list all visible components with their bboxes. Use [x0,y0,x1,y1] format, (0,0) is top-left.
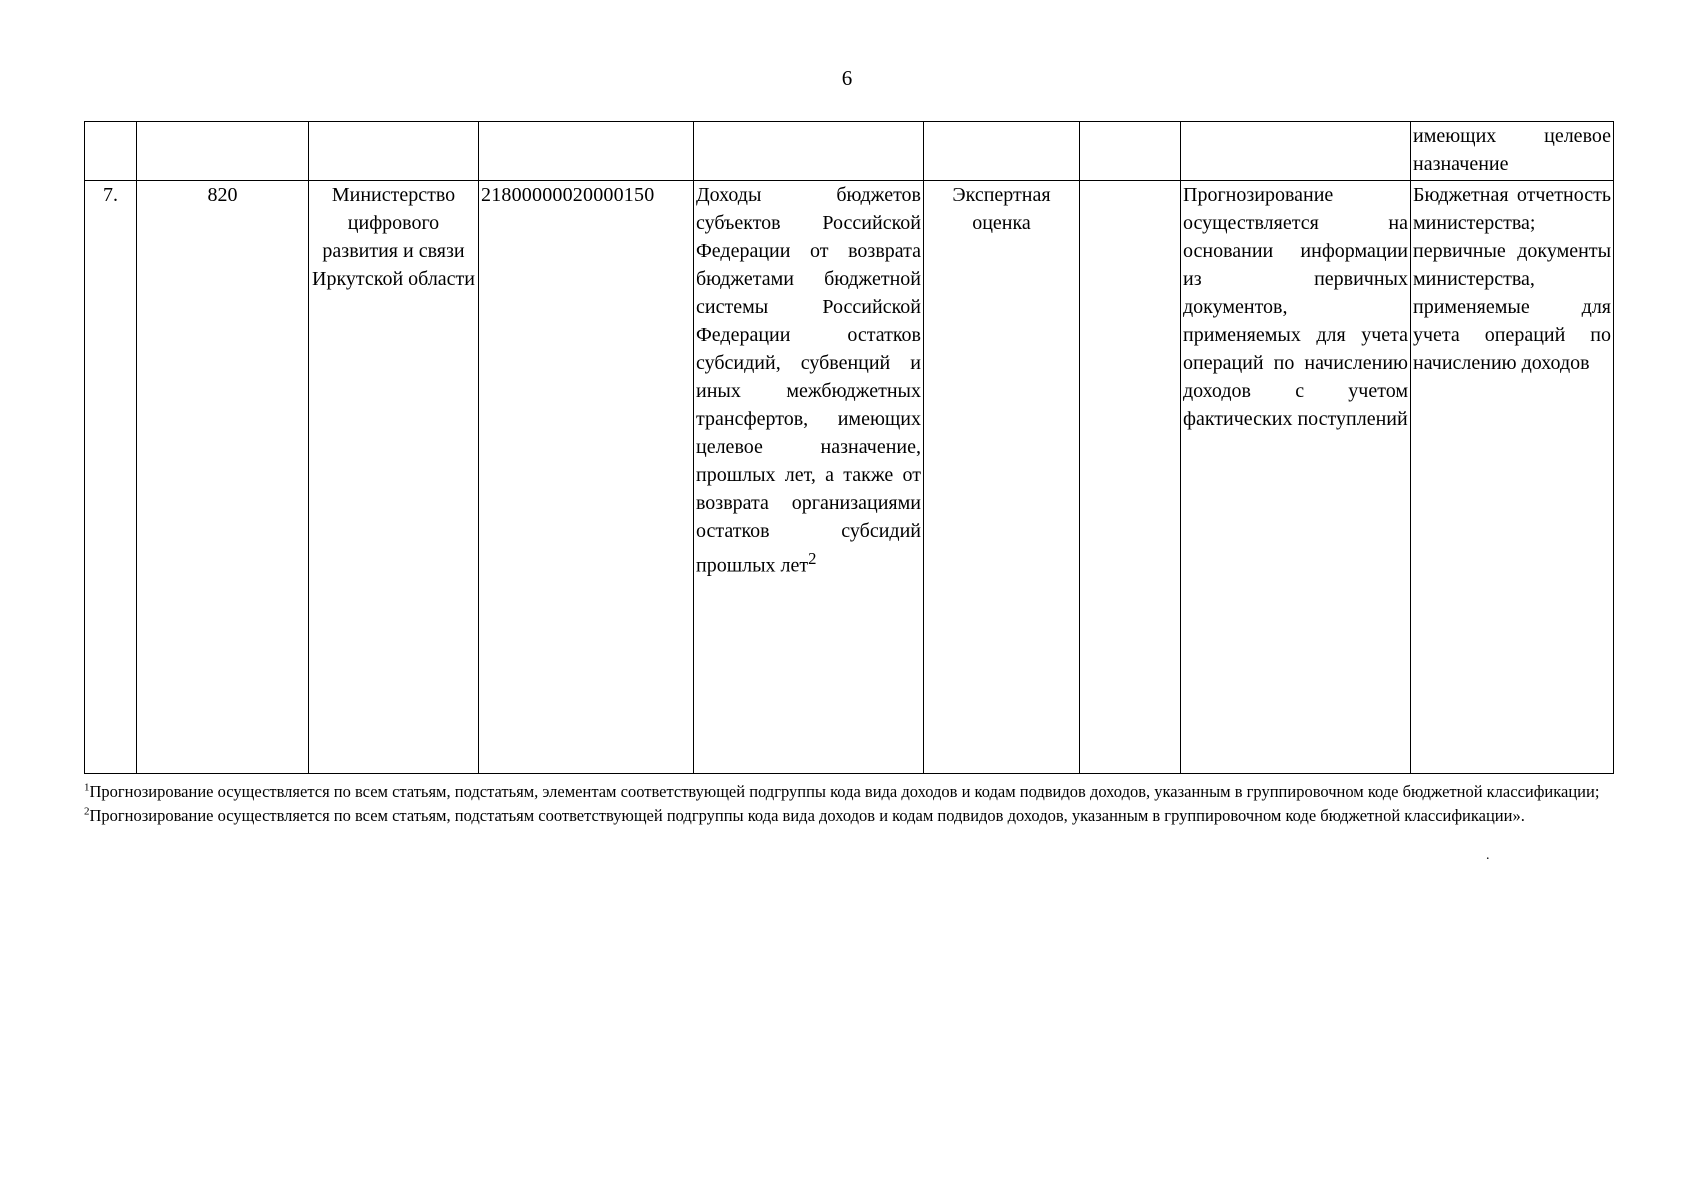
cell-empty [137,122,309,181]
source-continuation-line: имеющих целевое [1413,125,1611,147]
cell-empty [309,122,479,181]
income-name-text: Доходы бюджетов субъектов Российской Федерации от возврата бюджетами бюджетной системы Российской Федерации остатков субсидий, субвенций и иных межбюджетных трансфертов, имеющих целевое назначение, прошлых лет, а также от возврата организациями остатков субсидий прошлых лет [696,184,921,577]
cell-source: Бюджетная отчетность министерства; первичные документы министерства, применяемые для учета операций по начислению доходов [1411,181,1614,774]
cell-empty [85,122,137,181]
page-number: 6 [841,66,853,90]
cell-algorithm: Прогнозирование осуществляется на основании информации из первичных документов, применяемых для учета операций по начислению доходов с учетом фактических поступлений [1181,181,1411,774]
cell-admin-code: 820 [137,181,309,774]
forecast-methods-table [84,121,1614,774]
footnote-text: Прогнозирование осуществляется по всем статьям, подстатьям, элементам соответствующей подгруппы кода вида доходов и кодам подвидов доходов, указанным в группировочном коде бюджетной классификации; [89,782,1600,801]
stray-mark: . [1486,848,1490,863]
cell-empty [924,122,1080,181]
cell-formula [1080,181,1181,774]
cell-row-index: 7. [85,181,137,774]
footnote-mark: 2 [84,805,90,818]
footnote-text: Прогнозирование осуществляется по всем статьям, подстатьям соответствующей подгруппы кода вида доходов и кодам подвидов доходов, указанным в группировочном коде бюджетной классификации». [89,806,1525,825]
cell-income-name [694,181,924,774]
cell-method: Экспертная оценка [924,181,1080,774]
footnote [84,780,1618,804]
footnote-ref: 2 [808,549,817,568]
footnotes [84,780,1618,828]
cell-empty [1181,122,1411,181]
cell-empty [479,122,694,181]
table-row-continuation [85,122,1614,181]
cell-empty [694,122,924,181]
source-continuation-line: назначение [1413,153,1509,175]
cell-empty [1080,122,1181,181]
cell-admin-name: Министерство цифрового развития и связи Иркутской области [309,181,479,774]
cell-income-code: 21800000020000150 [479,181,694,774]
table-row [85,181,1614,774]
footnote [84,804,1618,828]
cell-source-continuation [1411,122,1614,181]
footnote-mark: 1 [84,781,90,794]
